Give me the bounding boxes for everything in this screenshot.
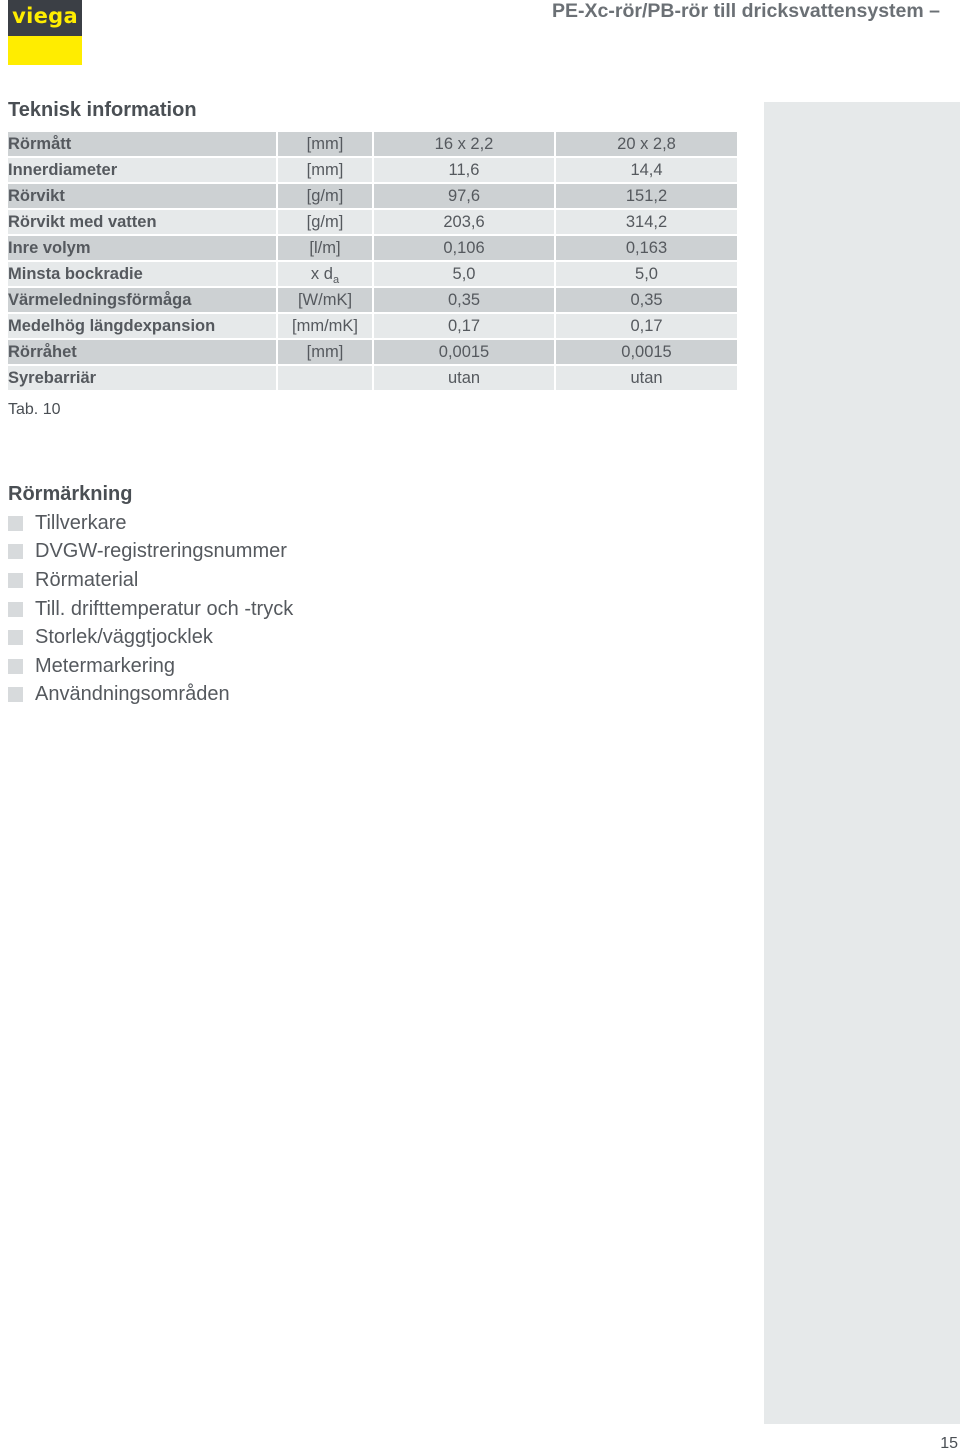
list-item-text: Rörmaterial <box>35 568 139 591</box>
unit-text: x d <box>310 265 333 283</box>
row-label: Rörmått <box>8 132 278 158</box>
row-label: Rörvikt med vatten <box>8 210 278 236</box>
square-bullet-icon <box>8 516 23 531</box>
row-label: Rörvikt <box>8 184 278 210</box>
list-item <box>8 652 293 681</box>
row-value-v1: utan <box>374 366 556 392</box>
table-row <box>8 210 737 236</box>
unit-subscript: a <box>332 274 340 286</box>
square-bullet-icon <box>8 544 23 559</box>
row-value-v1: 5,0 <box>374 262 556 288</box>
list-item-text: Storlek/väggtjocklek <box>35 626 213 649</box>
unit-text: [g/m] <box>306 187 344 205</box>
row-value-v1: 0,0015 <box>374 340 556 366</box>
row-value-v2: 0,0015 <box>556 340 737 366</box>
row-unit <box>278 158 374 184</box>
unit-text: [mm] <box>306 161 344 179</box>
technical-info-table <box>8 132 737 392</box>
row-value-v2: 151,2 <box>556 184 737 210</box>
row-value-v1: 0,35 <box>374 288 556 314</box>
row-value-v2: utan <box>556 366 737 392</box>
viega-logo <box>8 0 82 36</box>
pipe-marking-heading: Rörmärkning <box>8 483 133 505</box>
row-value-v2: 20 x 2,8 <box>556 132 737 158</box>
table-row <box>8 262 737 288</box>
unit-text: [g/m] <box>306 213 344 231</box>
list-item <box>8 681 293 710</box>
row-unit <box>278 236 374 262</box>
unit-text: [l/m] <box>309 239 341 257</box>
row-value-v1: 16 x 2,2 <box>374 132 556 158</box>
row-unit <box>278 314 374 340</box>
row-unit <box>278 132 374 158</box>
row-label: Medelhög längdexpansion <box>8 314 278 340</box>
table-row <box>8 340 737 366</box>
table-row <box>8 288 737 314</box>
row-unit <box>278 340 374 366</box>
row-unit <box>278 288 374 314</box>
technical-info-heading: Teknisk information <box>8 99 197 121</box>
unit-text: [mm/mK] <box>292 317 358 335</box>
square-bullet-icon <box>8 630 23 645</box>
page-number: 15 <box>940 1435 958 1452</box>
row-value-v1: 203,6 <box>374 210 556 236</box>
row-label: Rörråhet <box>8 340 278 366</box>
list-item-text: Till. drifttemperatur och -tryck <box>35 597 294 620</box>
square-bullet-icon <box>8 602 23 617</box>
table-row <box>8 132 737 158</box>
row-value-v1: 0,17 <box>374 314 556 340</box>
row-unit <box>278 366 374 392</box>
table-row <box>8 158 737 184</box>
logo-text: viega <box>12 4 78 28</box>
list-item-text: DVGW-registreringsnummer <box>35 540 287 563</box>
unit-text: [mm] <box>306 343 344 361</box>
row-value-v2: 0,35 <box>556 288 737 314</box>
list-item-text: Tillverkare <box>35 511 127 534</box>
row-label: Minsta bockradie <box>8 262 278 288</box>
table-row <box>8 366 737 392</box>
row-value-v1: 97,6 <box>374 184 556 210</box>
side-panel <box>764 102 960 1424</box>
row-label: Inre volym <box>8 236 278 262</box>
square-bullet-icon <box>8 573 23 588</box>
square-bullet-icon <box>8 659 23 674</box>
logo-yellow-bar <box>8 36 82 65</box>
list-item-text: Användningsområden <box>35 683 230 706</box>
square-bullet-icon <box>8 687 23 702</box>
list-item <box>8 623 293 652</box>
page-header-title: PE-Xc-rör/PB-rör till dricksvattensystem – <box>552 0 940 22</box>
row-unit <box>278 210 374 236</box>
row-value-v2: 14,4 <box>556 158 737 184</box>
unit-text: [mm] <box>306 135 344 153</box>
unit-text: [W/mK] <box>297 291 353 309</box>
row-value-v1: 0,106 <box>374 236 556 262</box>
row-value-v2: 0,163 <box>556 236 737 262</box>
row-label: Syrebarriär <box>8 366 278 392</box>
list-item <box>8 566 293 595</box>
list-item-text: Metermarkering <box>35 654 176 677</box>
row-label: Värmeledningsförmåga <box>8 288 278 314</box>
row-value-v1: 11,6 <box>374 158 556 184</box>
list-item <box>8 595 293 624</box>
row-unit <box>278 184 374 210</box>
row-value-v2: 0,17 <box>556 314 737 340</box>
row-unit <box>278 262 374 288</box>
row-label: Innerdiameter <box>8 158 278 184</box>
pipe-marking-list <box>8 509 293 709</box>
row-value-v2: 5,0 <box>556 262 737 288</box>
table-row <box>8 314 737 340</box>
table-caption: Tab. 10 <box>8 401 61 418</box>
list-item <box>8 509 293 538</box>
table-row <box>8 236 737 262</box>
list-item <box>8 538 293 567</box>
row-value-v2: 314,2 <box>556 210 737 236</box>
table-row <box>8 184 737 210</box>
